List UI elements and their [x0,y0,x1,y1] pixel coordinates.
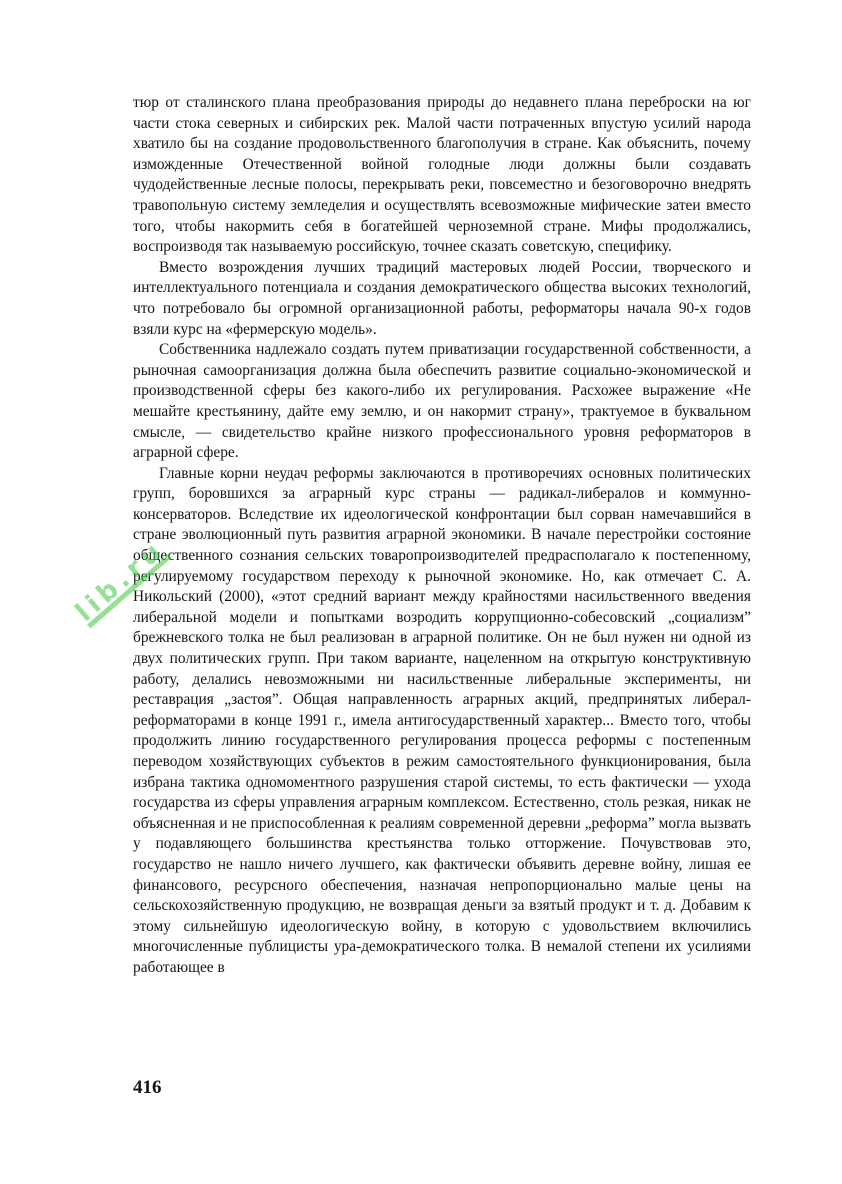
page-number: 416 [133,1077,162,1098]
paragraph-4: Главные корни неудач реформы заключаются в противоречиях основных политических групп, боровшихся за аграрный курс страны — радикал-либералов и коммунно-консерваторов. Вследствие их идеологической конфронтации был сорван намечавшийся в стране эволюционный путь развития аграрной экономики. В начале перестройки состояние общественного сознания сельских товаропроизводителей предрасполагало к постепенному, регулируемому государством переходу к рыночной экономике. Но, как отмечает С. А. Никольский (2000), «этот средний вариант между крайностями насильственного введения либеральной модели и попытками возродить коррупционно-собесовский „социализм” брежневского толка не был реализован в аграрной политике. Он не был нужен ни одной из двух политических групп. При таком варианте, нацеленном на открытую конструктивную работу, делались невозможными ни насильственные либеральные эксперименты, ни реставрация „застоя”. Общая направленность аграрных акций, предпринятых либерал-реформаторами в конце 1991 г., имела антигосударственный характер... Вместо того, чтобы продолжить линию государственного регулирования процесса реформы с постепенным переводом хозяйствующих субъектов в режим самостоятельного функционирования, была избрана тактика одномоментного разрушения старой системы, то есть фактически — ухода государства из сферы управления аграрным комплексом. Естественно, столь резкая, никак не объясненная и не приспособленная к реалиям современной деревни „реформа” могла вызвать у подавляющего большинства крестьянства только отторжение. Почувствовав это, государство не нашло ничего лучшего, как фактически объявить деревне войну, лишая ее финансового, ресурсного обеспечения, назначая непропорционально малые цены на сельскохозяйственную продукцию, не возвращая деньги за взятый продукт и т. д. Добавим к этому сильнейшую идеологическую войну, в которую с удовольствием включились многочисленные публицисты ура-демократического толка. В немалой степени их усилиями работающее в [133,464,751,976]
paragraph-3: Собственника надлежало создать путем приватизации государственной собственности, а рыночная самоорганизация должна была обеспечить развитие социально-экономической и производственной сферы без какого-либо их регулирования. Расхожее выражение «Не мешайте крестьянину, дайте ему землю, и он накормит страну», трактуемое в буквальном смысле, — свидетельство крайне низкого профессионального уровня реформаторов в аграрной сфере. [133,341,751,462]
paragraph-2: Вместо возрождения лучших традиций мастеровых людей России, творческого и интеллектуального потенциала и создания демократического общества высоких технологий, что потребовало бы огромной организационной работы, реформаторы начала 90-х годов взяли курс на «фермерскую модель». [133,258,751,338]
watermark: lib.ru [70,534,171,628]
paragraph-1: тюр от сталинского плана преобразования природы до недавнего плана переброски на юг части стока северных и сибирских рек. Малой части потраченных впустую усилий народа хватило бы на создание продовольственного благополучия в стране. Как объяснить, почему изможденные Отечественной войной голодные люди должны были создавать чудодейственные лесные полосы, перекрывать реки, повсеместно и безоговорочно внедрять травопольную систему земледелия и осуществлять всевозможные мифические затеи вместо того, чтобы накормить себя в богатейшей черноземной стране. Мифы продолжались, воспроизводя так называемую российскую, точнее сказать советскую, специфику. [133,94,751,256]
page-text-block [133,93,751,979]
